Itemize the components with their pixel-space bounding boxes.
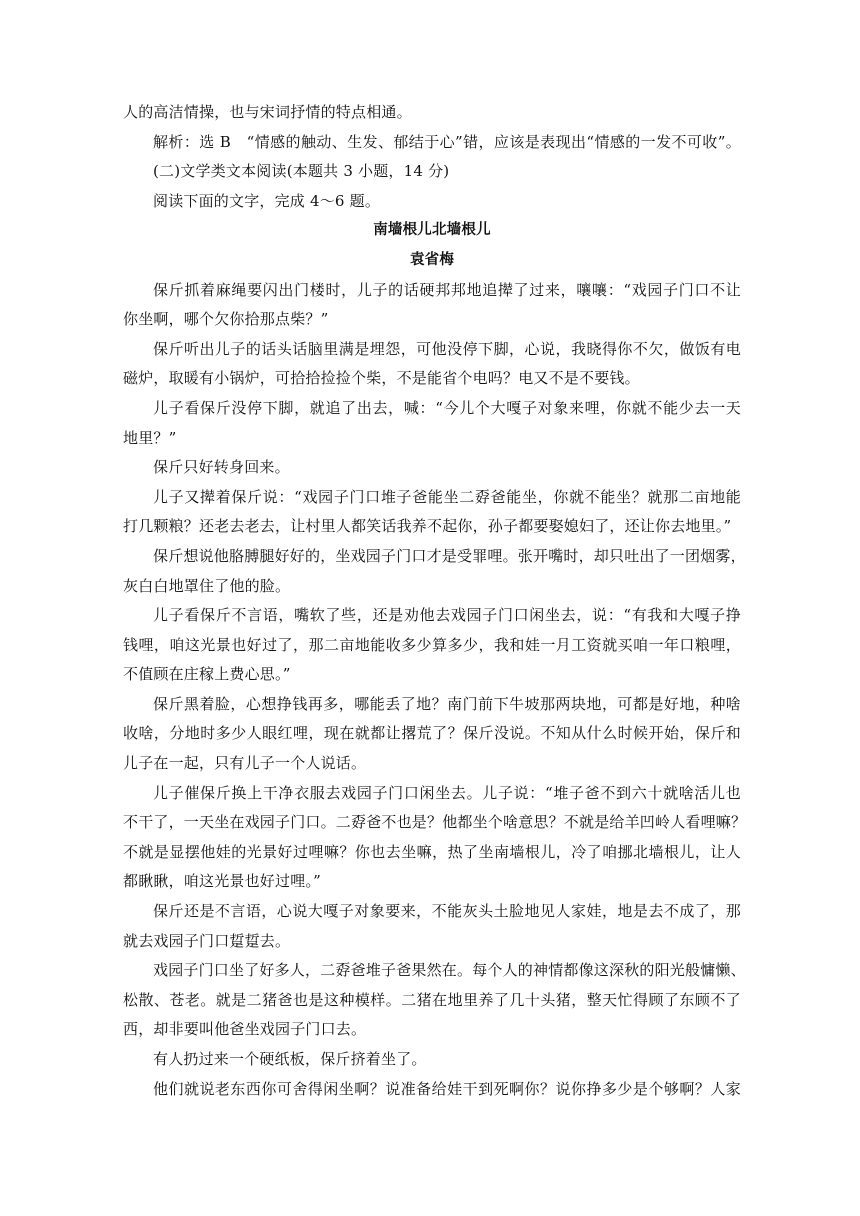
text-line: 灰白白地罩住了他的脸。	[123, 576, 291, 595]
text-line: 保斤只好转身回来。	[153, 458, 290, 477]
text-line: 就去戏园子门口踅踅去。	[123, 931, 291, 950]
text-line: 保斤抓着麻绳要闪出门楼时，儿子的话硬邦邦地追撵了过来，嚷嚷：“戏园子门口不让	[153, 280, 741, 299]
text-line: 保斤听出儿子的话头话脑里满是埋怨，可他没停下脚，心说，我晓得你不欠，做饭有电	[153, 339, 741, 358]
text-line: 松散、苍老。就是二猪爸也是这种模样。二猪在地里养了几十头猪，整天忙得顾了东顾不了	[123, 990, 741, 1009]
text-line: (二)文学类文本阅读(本题共 3 小题，14 分)	[153, 162, 450, 181]
text-line: 人的高洁情操，也与宋词抒情的特点相通。	[123, 103, 412, 121]
text-line: 都瞅瞅，咱这光景也好过哩。”	[123, 872, 321, 891]
text-line: 钱哩，咱这光景也好过了，那二亩地能收多少算多少，我和娃一月工资就买咱一年口粮哩，	[123, 635, 741, 654]
text-line: 不就是显摆他娃的光景好过哩嘛？你也去坐嘛，热了坐南墙根儿，冷了咱挪北墙根儿，让人	[123, 842, 741, 861]
text-line: 有人扔过来一个硬纸板，保斤挤着坐了。	[153, 1050, 427, 1068]
text-line: 保斤想说他胳膊腿好好的，坐戏园子门口才是受罪哩。张开嘴时，却只吐出了一团烟雾，	[153, 546, 746, 565]
text-line: 保斤还是不言语，心说大嘎子对象要来，不能灰头土脸地见人家娃，地是去不成了，那	[153, 902, 741, 921]
article-author: 袁省梅	[409, 251, 455, 268]
document-page	[123, 98, 747, 1104]
text-line: 不干了，一天坐在戏园子门口。二孬爸不也是？他都坐个啥意思？不就是给羊凹岭人看哩嘛？	[123, 813, 747, 832]
text-line: 儿子催保斤换上干净衣服去戏园子门口闲坐去。儿子说：“堆子爸不到六十就啥活儿也	[153, 783, 741, 802]
text-line: 他们就说老东西你可舍得闲坐啊？说准备给娃干到死啊你？说你挣多少是个够啊？人家	[153, 1079, 741, 1098]
text-line: 地里？”	[123, 428, 177, 447]
text-line: 保斤黑着脸，心想挣钱再多，哪能丢了地？南门前下牛坡那两块地，可都是好地，种啥	[153, 694, 741, 713]
text-line: 戏园子门口坐了好多人，二孬爸堆子爸果然在。每个人的神情都像这深秋的阳光般慵懒、	[153, 961, 746, 980]
text-line: 磁炉，取暖有小锅炉，可拾拾捡捡个柴，不是能省个电吗？电又不是不要钱。	[123, 369, 640, 388]
text-line: 收啥，分地时多少人眼红哩，现在就都让撂荒了？保斤没说。不知从什么时候开始，保斤和	[123, 724, 741, 743]
text-line: 儿子看保斤没停下脚，就追了出去，喊：“今儿个大嘎子对象来哩，你就不能少去一天	[153, 398, 741, 417]
text-line: 儿子在一起，只有儿子一个人说话。	[123, 754, 367, 773]
text-line: 西，却非要叫他爸坐戏园子门口去。	[123, 1020, 367, 1039]
text-line: 不值顾在庄稼上费心思。”	[123, 665, 291, 684]
text-line: 阅读下面的文字，完成 4～6 题。	[153, 191, 381, 210]
text-line: 你坐啊，哪个欠你拾那点柴？”	[123, 310, 329, 329]
text-line: 打几颗粮？还老去老去，让村里人都笑话我养不起你，孙子都要娶媳妇了，还让你去地里。”	[123, 517, 732, 536]
text-line: 解析：选 B “情感的触动、生发、郁结于心”错，应该是表现出“情感的一发不可收”。	[153, 132, 741, 151]
text-line: 儿子又撵着保斤说：“戏园子门口堆子爸能坐二孬爸能坐，你就不能坐？就那二亩地能	[153, 487, 741, 506]
article-title: 南墙根儿北墙根儿	[373, 222, 491, 239]
text-line: 儿子看保斤不言语，嘴软了些，还是劝他去戏园子门口闲坐去，说：“有我和大嘎子挣	[153, 606, 741, 625]
